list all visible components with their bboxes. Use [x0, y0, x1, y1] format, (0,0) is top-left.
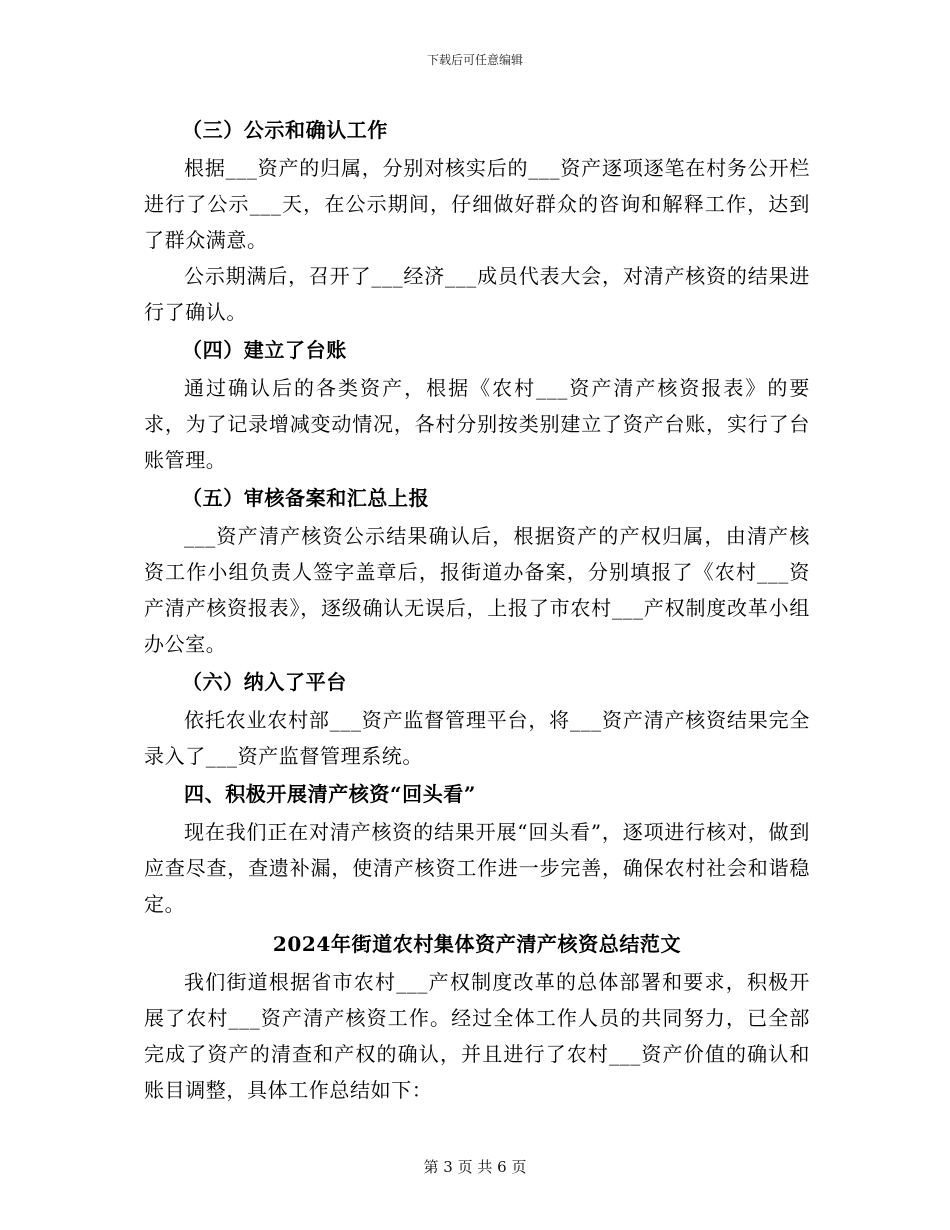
section-heading: （五）审核备案和汇总上报	[182, 486, 430, 510]
page-header: 下载后可任意编辑	[426, 53, 523, 67]
page-number: 第 3 页 共 6 页	[423, 1158, 527, 1176]
paragraph: 现在我们正在对清产核资的结果开展“回头看”，逐项进行核对，做到应查尽查，查遗补漏，使清产核资工作进一步完善，确保农村社会和谐稳定。	[144, 820, 810, 916]
paragraph: ___资产清产核资公示结果确认后，根据资产的产权归属，由清产核资工作小组负责人签字盖章后，报街道办备案，分别填报了《农村___资产清产核资报表》，逐级确认无误后，上报了市农村___产权制度改革小组办公室。	[144, 524, 810, 656]
paragraph: 通过确认后的各类资产，根据《农村___资产清产核资报表》的要求，为了记录增减变动情况，各村分别按类别建立了资产台账，实行了台账管理。	[144, 376, 810, 472]
document-body	[144, 110, 810, 1108]
paragraph: 公示期满后，召开了___经济___成员代表大会，对清产核资的结果进行了确认。	[144, 264, 810, 324]
section-heading: 四、积极开展清产核资“回头看”	[184, 782, 477, 806]
paragraph: 我们街道根据省市农村___产权制度改革的总体部署和要求，积极开展了农村___资产清产核资工作。经过全体工作人员的共同努力，已全部完成了资产的清查和产权的确认，并且进行了农村___资产价值的确认和账目调整，具体工作总结如下：	[144, 970, 810, 1102]
document-title: 2024年街道农村集体资产清产核资总结范文	[272, 932, 682, 956]
paragraph: 依托农业农村部___资产监督管理平台，将___资产清产核资结果完全录入了___资产监督管理系统。	[144, 708, 810, 768]
section-heading: （六）纳入了平台	[182, 670, 347, 694]
paragraph: 根据___资产的归属，分别对核实后的___资产逐项逐笔在村务公开栏进行了公示___天，在公示期间，仔细做好群众的咨询和解释工作，达到了群众满意。	[144, 156, 810, 252]
section-heading: （四）建立了台账	[182, 338, 347, 362]
section-heading: （三）公示和确认工作	[182, 118, 388, 142]
